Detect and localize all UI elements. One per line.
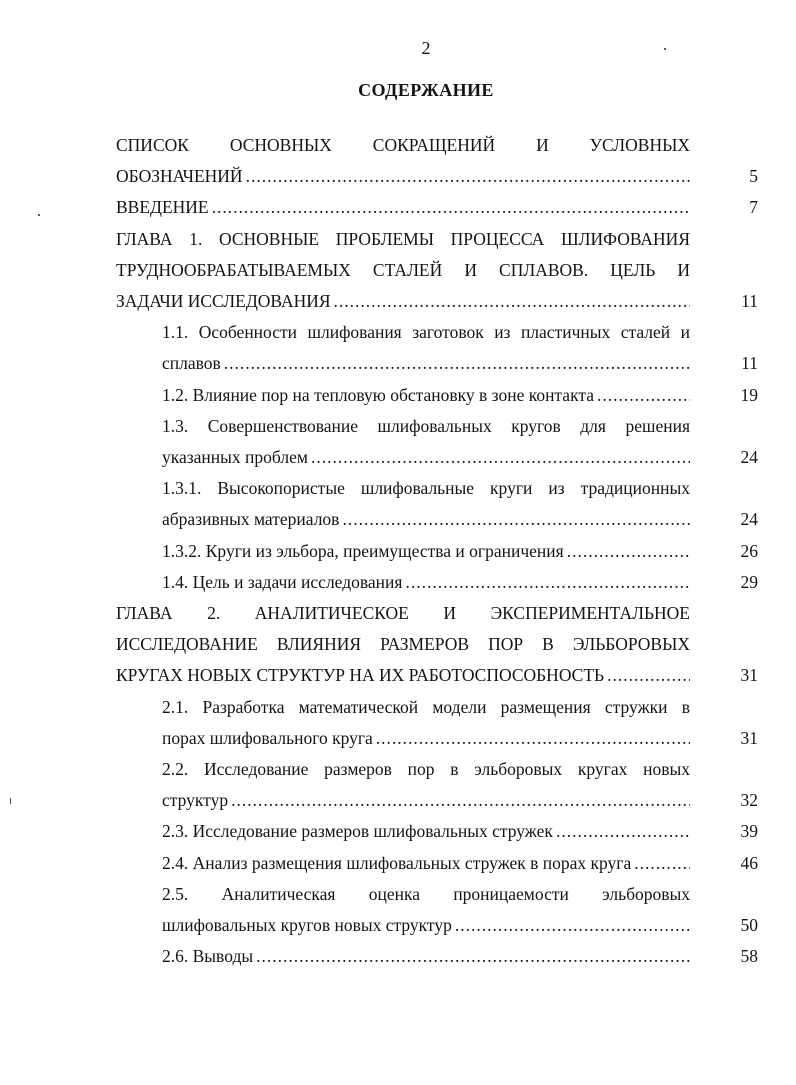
toc-page-number: 46 [740,852,758,873]
dot-leader [597,380,690,411]
toc-entry-label: структур [162,790,229,811]
toc-page-number: 7 [749,197,758,218]
toc-entry-label: ОБОЗНАЧЕНИЙ [116,166,243,187]
toc-entry-line: СПИСОК ОСНОВНЫХ СОКРАЩЕНИЙ И УСЛОВНЫХ [116,135,690,155]
toc-entry-1-2 [0,380,796,411]
dot-leader [224,348,690,379]
scan-speck [664,48,666,50]
toc-entry-label: сплавов [162,353,221,374]
toc-entry-2-3 [0,816,796,847]
toc-page-number: 29 [740,571,758,592]
toc-title: СОДЕРЖАНИЕ [358,80,494,100]
toc-entry-1-1 [0,317,796,379]
toc-entry-label: указанных проблем [162,447,308,468]
toc-page-number: 50 [740,915,758,936]
dot-leader [342,504,690,535]
toc-page-number: 32 [740,790,758,811]
toc-page-number: 26 [740,540,758,561]
toc-entry-introduction [0,192,796,223]
toc-entry-line: 2.2. Исследование размеров пор в эльборовых кругах новых [162,759,690,780]
toc-entry-chapter-1 [0,224,796,318]
toc-entry-1-4 [0,567,796,598]
dot-leader [246,161,690,192]
toc-entry-2-1 [0,692,796,754]
toc-entry-line: 2.1. Разработка математической модели размещения стружки в [162,696,690,717]
dot-leader [567,536,690,567]
toc-entry-line: ГЛАВА 2. АНАЛИТИЧЕСКОЕ И ЭКСПЕРИМЕНТАЛЬНОЕ [116,603,690,624]
page-number: 2 [421,38,431,58]
dot-leader [311,442,690,473]
dot-leader [334,286,690,317]
toc-page-number: 31 [740,727,758,748]
toc-entry-2-2 [0,754,796,816]
dot-leader [256,941,690,972]
toc-page-number: 19 [740,384,758,405]
toc-entry-chapter-2 [0,598,796,692]
dot-leader [634,848,690,879]
toc-entry-line: 1.3. Совершенствование шлифовальных кругов для решения [162,415,690,436]
toc-entry-label: абразивных материалов [162,509,340,530]
dot-leader [607,660,690,691]
dot-leader [212,192,690,223]
toc-entry-label: 1.2. Влияние пор на тепловую обстановку в зоне контакта [162,384,594,405]
toc-page-number: 58 [740,946,758,967]
toc-entry-abbreviations [0,130,796,192]
scan-speck [10,798,11,804]
toc-entry-line: ИССЛЕДОВАНИЕ ВЛИЯНИЯ РАЗМЕРОВ ПОР В ЭЛЬБОРОВЫХ [116,634,690,655]
toc-page-number: 11 [741,353,758,374]
toc-page-number: 5 [749,166,758,187]
dot-leader [231,785,690,816]
toc-entry-label: 1.4. Цель и задачи исследования [162,571,403,592]
toc-entry-line: ТРУДНООБРАБАТЫВАЕМЫХ СТАЛЕЙ И СПЛАВОВ. ЦЕЛЬ И [116,259,690,280]
toc-entry-1-3-2 [0,536,796,567]
toc-entry-label: шлифовальных кругов новых структур [162,915,452,936]
toc-entry-label: КРУГАХ НОВЫХ СТРУКТУР НА ИХ РАБОТОСПОСОБНОСТЬ [116,665,605,686]
toc-entry-line: 2.5. Аналитическая оценка проницаемости эльборовых [162,883,690,904]
toc-page-number: 11 [741,291,758,312]
toc-entry-line: ГЛАВА 1. ОСНОВНЫЕ ПРОБЛЕМЫ ПРОЦЕССА ШЛИФОВАНИЯ [116,228,690,249]
dot-leader [455,910,690,941]
toc-entry-2-4 [0,848,796,879]
dot-leader [405,567,690,598]
toc-page-number: 24 [740,447,758,468]
toc-entry-2-5 [0,879,796,941]
toc-entry-1-3-1 [0,473,796,535]
toc-page-number: 39 [740,821,758,842]
toc-entry-label: 1.3.2. Круги из эльбора, преимущества и ограничения [162,540,564,561]
toc-entry-line: 1.1. Особенности шлифования заготовок из пластичных сталей и [162,322,690,343]
toc-entry-label: порах шлифовального круга [162,727,373,748]
toc-entry-label: ЗАДАЧИ ИССЛЕДОВАНИЯ [116,291,331,312]
scan-speck [38,214,40,216]
dot-leader [556,816,690,847]
toc-entry-1-3 [0,411,796,473]
toc-entry-label: 2.3. Исследование размеров шлифовальных стружек [162,821,553,842]
toc-entry-label: 2.6. Выводы [162,946,254,967]
toc-entry-2-6 [0,941,796,972]
toc-entry-line: 1.3.1. Высокопористые шлифовальные круги из традиционных [162,478,690,499]
toc-entry-label: ВВЕДЕНИЕ [116,197,209,218]
dot-leader [376,723,690,754]
toc-page-number: 24 [740,509,758,530]
table-of-contents [0,130,796,972]
toc-entry-label: 2.4. Анализ размещения шлифовальных стружек в порах круга [162,852,632,873]
toc-page-number: 31 [740,665,758,686]
